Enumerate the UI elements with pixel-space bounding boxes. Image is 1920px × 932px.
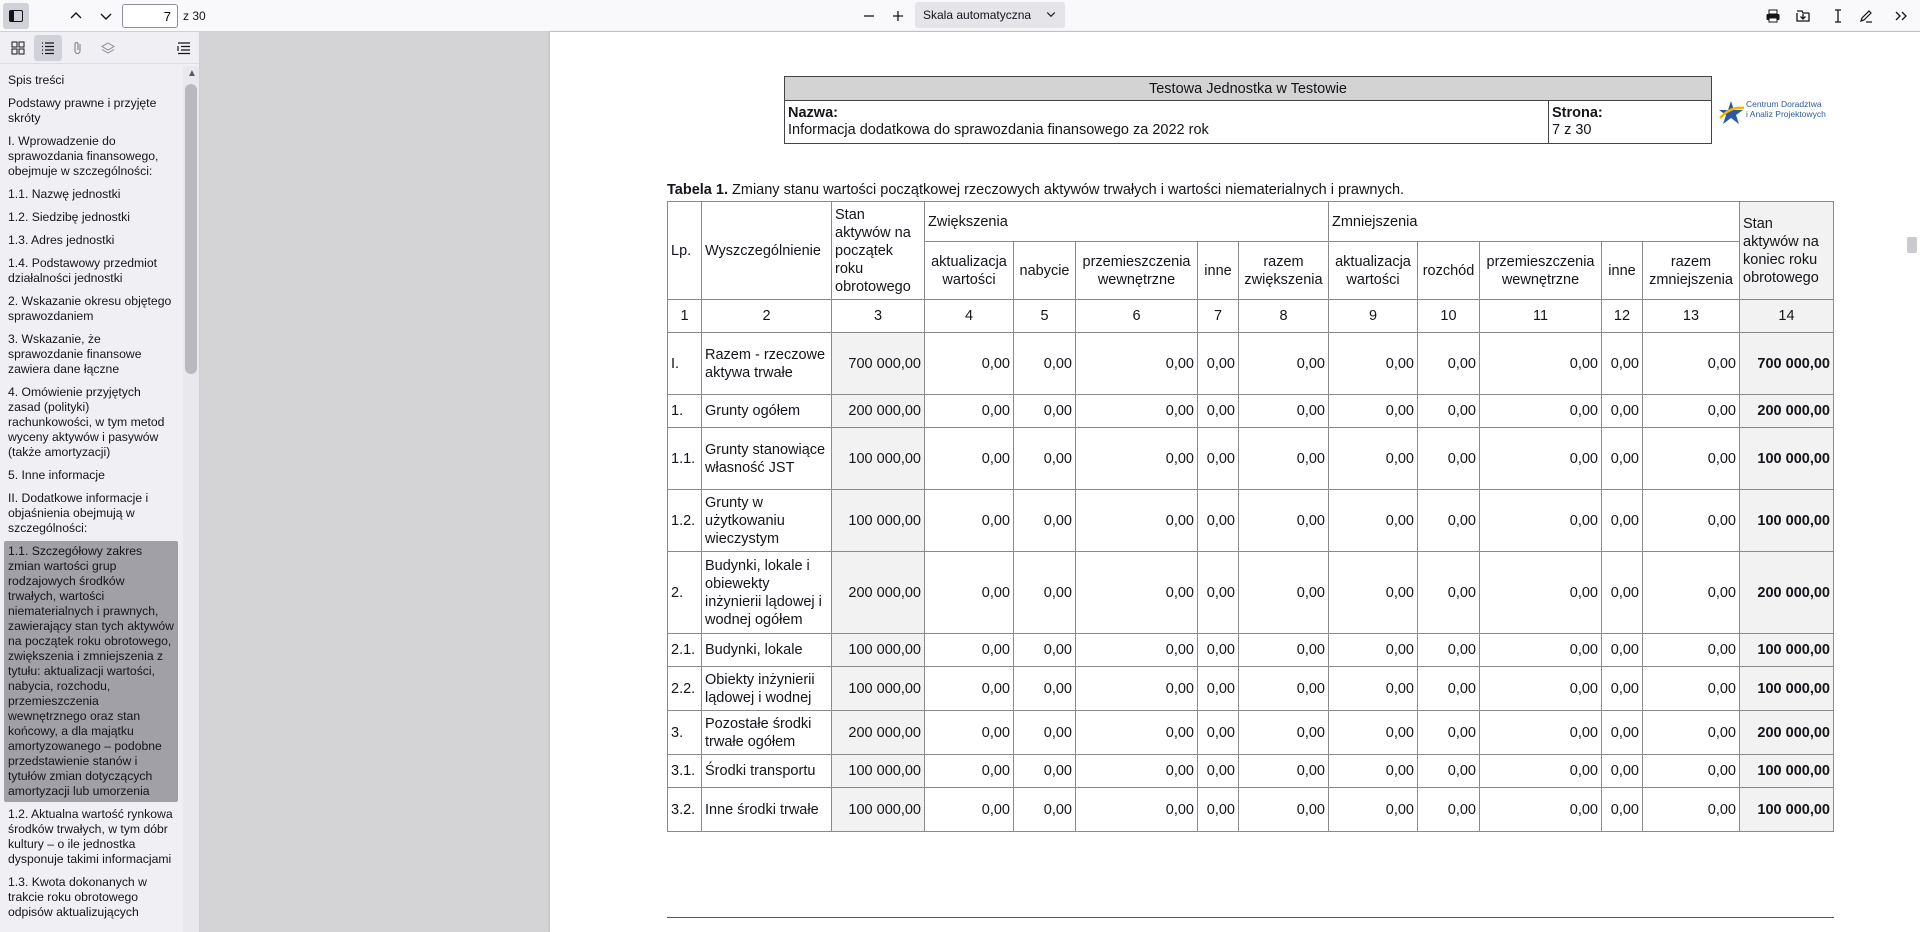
value-cell: 100 000,00 bbox=[832, 428, 925, 490]
value-cell: 0,00 bbox=[1329, 395, 1418, 428]
value-cell: 0,00 bbox=[1418, 428, 1480, 490]
value-cell: 0,00 bbox=[1643, 755, 1740, 788]
row-description-cell: Obiekty inżynierii lądowej i wodnej bbox=[702, 667, 832, 711]
page-count-label: z 30 bbox=[183, 9, 206, 23]
table-row bbox=[668, 788, 1834, 832]
value-cell: 0,00 bbox=[1329, 333, 1418, 395]
column-number: 11 bbox=[1480, 300, 1602, 333]
row-number-cell: 3.1. bbox=[668, 755, 702, 788]
zoom-out-icon[interactable] bbox=[856, 3, 882, 29]
value-cell: 0,00 bbox=[925, 755, 1014, 788]
value-cell: 100 000,00 bbox=[832, 755, 925, 788]
table-row bbox=[668, 395, 1834, 428]
value-cell: 0,00 bbox=[1076, 333, 1198, 395]
value-cell: 0,00 bbox=[1643, 428, 1740, 490]
value-cell: 0,00 bbox=[1480, 428, 1602, 490]
row-number-cell: 1. bbox=[668, 395, 702, 428]
scroll-up-icon[interactable]: ▲ bbox=[187, 68, 197, 79]
column-number: 7 bbox=[1198, 300, 1239, 333]
company-logo bbox=[1716, 94, 1836, 134]
row-number-cell: 1.1. bbox=[668, 428, 702, 490]
value-cell: 0,00 bbox=[1480, 490, 1602, 552]
value-cell: 0,00 bbox=[1602, 490, 1643, 552]
value-cell: 100 000,00 bbox=[1740, 490, 1834, 552]
more-tools-icon[interactable] bbox=[1888, 3, 1914, 29]
chevron-down-icon bbox=[1045, 8, 1057, 23]
page-header-box bbox=[784, 76, 1712, 144]
value-cell: 0,00 bbox=[1418, 667, 1480, 711]
sidebar-scrollbar[interactable] bbox=[183, 66, 199, 932]
value-cell: 0,00 bbox=[1198, 552, 1239, 634]
column-number: 2 bbox=[702, 300, 832, 333]
value-cell: 0,00 bbox=[1239, 552, 1329, 634]
outline-item[interactable]: 2. Wskazanie okresu objętego sprawozdaniem bbox=[8, 294, 172, 323]
value-cell: 0,00 bbox=[1014, 428, 1076, 490]
value-cell: 100 000,00 bbox=[1740, 428, 1834, 490]
value-cell: 0,00 bbox=[1602, 634, 1643, 667]
column-number: 13 bbox=[1643, 300, 1740, 333]
outline-item[interactable]: 1.3. Adres jednostki bbox=[8, 233, 115, 247]
col-header-sub: przemieszczenia wewnętrzne bbox=[1480, 242, 1602, 300]
value-cell: 0,00 bbox=[1014, 333, 1076, 395]
value-cell: 200 000,00 bbox=[832, 711, 925, 755]
value-cell: 0,00 bbox=[1198, 490, 1239, 552]
outline-item[interactable]: 3. Wskazanie, że sprawozdanie finansowe zawiera dane łączne bbox=[8, 332, 142, 376]
row-description-cell: Budynki, lokale i obiewekty inżynierii lądowej i wodnej ogółem bbox=[702, 552, 832, 634]
row-number-cell: 3.2. bbox=[668, 788, 702, 832]
table-row bbox=[668, 711, 1834, 755]
print-icon[interactable] bbox=[1760, 3, 1786, 29]
value-cell: 0,00 bbox=[1329, 788, 1418, 832]
row-description-cell: Inne środki trwałe bbox=[702, 788, 832, 832]
value-cell: 200 000,00 bbox=[1740, 395, 1834, 428]
table-row bbox=[668, 634, 1834, 667]
value-cell: 0,00 bbox=[1014, 395, 1076, 428]
col-header-sub: inne bbox=[1198, 242, 1239, 300]
table-body bbox=[668, 333, 1834, 832]
col-header-decreases: Zmniejszenia bbox=[1329, 202, 1740, 242]
value-cell: 0,00 bbox=[1198, 711, 1239, 755]
value-cell: 0,00 bbox=[1076, 788, 1198, 832]
outline-item[interactable]: 1.4. Podstawowy przedmiot działalności jednostki bbox=[8, 256, 158, 285]
col-header-end: Stan aktywów na koniec roku obrotowego bbox=[1740, 202, 1834, 300]
value-cell: 0,00 bbox=[1198, 395, 1239, 428]
row-description-cell: Grunty ogółem bbox=[702, 395, 832, 428]
logo-line-1: Centrum Doradztwa bbox=[1746, 99, 1822, 109]
value-cell: 100 000,00 bbox=[832, 788, 925, 832]
table-row bbox=[668, 552, 1834, 634]
column-number: 3 bbox=[832, 300, 925, 333]
row-description-cell: Pozostałe środki trwałe ogółem bbox=[702, 711, 832, 755]
value-cell: 200 000,00 bbox=[832, 395, 925, 428]
value-cell: 100 000,00 bbox=[1740, 667, 1834, 711]
previous-page-icon[interactable] bbox=[63, 3, 89, 29]
value-cell: 0,00 bbox=[1602, 755, 1643, 788]
pdf-page bbox=[550, 32, 1920, 932]
col-header-desc: Wyszczególnienie bbox=[702, 202, 832, 300]
value-cell: 0,00 bbox=[1643, 490, 1740, 552]
draw-icon[interactable] bbox=[1853, 3, 1879, 29]
value-cell: 0,00 bbox=[1329, 667, 1418, 711]
table-caption bbox=[667, 182, 1404, 198]
zoom-select-value: Skala automatyczna bbox=[923, 8, 1032, 22]
col-header-sub: aktualizacja wartości bbox=[1329, 242, 1418, 300]
row-description-cell: Środki transportu bbox=[702, 755, 832, 788]
page-value: 7 z 30 bbox=[1552, 122, 1592, 138]
logo-line-2: i Analiz Projektowych bbox=[1746, 109, 1826, 119]
value-cell: 0,00 bbox=[1198, 428, 1239, 490]
row-description-cell: Razem - rzeczowe aktywa trwałe bbox=[702, 333, 832, 395]
layers-icon[interactable] bbox=[94, 35, 122, 61]
value-cell: 0,00 bbox=[1239, 788, 1329, 832]
outline-item[interactable]: Spis treści bbox=[8, 73, 65, 87]
name-label: Nazwa: bbox=[788, 105, 838, 121]
value-cell: 0,00 bbox=[1198, 755, 1239, 788]
page-label: Strona: bbox=[1552, 105, 1603, 121]
column-number: 5 bbox=[1014, 300, 1076, 333]
value-cell: 0,00 bbox=[1602, 552, 1643, 634]
value-cell: 200 000,00 bbox=[1740, 552, 1834, 634]
value-cell: 100 000,00 bbox=[832, 490, 925, 552]
caption-label: Tabela 1. bbox=[667, 182, 728, 198]
col-header-sub: razem zwiększenia bbox=[1239, 242, 1329, 300]
unit-title: Testowa Jednostka w Testowie bbox=[785, 77, 1711, 101]
value-cell: 0,00 bbox=[925, 333, 1014, 395]
value-cell: 0,00 bbox=[1076, 667, 1198, 711]
table-row bbox=[668, 428, 1834, 490]
value-cell: 0,00 bbox=[1239, 667, 1329, 711]
assets-table bbox=[667, 201, 1834, 832]
value-cell: 0,00 bbox=[1418, 552, 1480, 634]
scrollbar-thumb[interactable] bbox=[1907, 237, 1917, 253]
col-header-increases: Zwiększenia bbox=[925, 202, 1329, 242]
value-cell: 0,00 bbox=[1602, 667, 1643, 711]
value-cell: 0,00 bbox=[925, 428, 1014, 490]
col-header-sub: rozchód bbox=[1418, 242, 1480, 300]
row-description-cell: Budynki, lokale bbox=[702, 634, 832, 667]
value-cell: 0,00 bbox=[1329, 755, 1418, 788]
text-cursor-icon[interactable] bbox=[1825, 3, 1851, 29]
value-cell: 0,00 bbox=[1480, 333, 1602, 395]
column-numbers-row bbox=[668, 300, 1834, 333]
col-header-sub: nabycie bbox=[1014, 242, 1076, 300]
value-cell: 100 000,00 bbox=[832, 667, 925, 711]
document-outline bbox=[0, 66, 182, 932]
zoom-in-icon[interactable] bbox=[885, 3, 911, 29]
column-number: 12 bbox=[1602, 300, 1643, 333]
value-cell: 700 000,00 bbox=[1740, 333, 1834, 395]
value-cell: 0,00 bbox=[1418, 490, 1480, 552]
value-cell: 0,00 bbox=[1643, 711, 1740, 755]
value-cell: 0,00 bbox=[1480, 395, 1602, 428]
value-cell: 0,00 bbox=[1602, 711, 1643, 755]
sidebar-toggle-icon[interactable] bbox=[3, 3, 29, 29]
row-description-cell: Grunty stanowiące własność JST bbox=[702, 428, 832, 490]
value-cell: 0,00 bbox=[1329, 490, 1418, 552]
outline-item[interactable]: 4. Omówienie przyjętych zasad (polityki) rachunkowości, w tym metod wyceny aktywów i pasywów (także amortyzacji) bbox=[8, 385, 165, 459]
value-cell: 0,00 bbox=[1076, 634, 1198, 667]
value-cell: 0,00 bbox=[1418, 395, 1480, 428]
value-cell: 0,00 bbox=[1643, 395, 1740, 428]
value-cell: 0,00 bbox=[1643, 634, 1740, 667]
table-row bbox=[668, 333, 1834, 395]
col-header-start: Stan aktywów na początek roku obrotowego bbox=[832, 202, 925, 300]
find-outline-item-icon[interactable] bbox=[170, 35, 198, 61]
outline-item[interactable]: 1.1. Nazwę jednostki bbox=[8, 187, 121, 201]
table-row bbox=[668, 667, 1834, 711]
value-cell: 0,00 bbox=[1014, 755, 1076, 788]
value-cell: 0,00 bbox=[925, 395, 1014, 428]
sidebar bbox=[0, 32, 200, 932]
value-cell: 200 000,00 bbox=[832, 552, 925, 634]
outline-item[interactable]: Podstawy prawne i przyjęte skróty bbox=[8, 96, 157, 125]
column-number: 10 bbox=[1418, 300, 1480, 333]
value-cell: 0,00 bbox=[1014, 667, 1076, 711]
outline-item[interactable]: I. Wprowadzenie do sprawozdania finansowego, obejmuje w szczególności: bbox=[8, 134, 159, 178]
row-number-cell: 2. bbox=[668, 552, 702, 634]
value-cell: 0,00 bbox=[1418, 333, 1480, 395]
col-header-sub: inne bbox=[1602, 242, 1643, 300]
value-cell: 0,00 bbox=[1239, 333, 1329, 395]
page-info-cell bbox=[1549, 101, 1711, 143]
col-header-sub: przemieszczenia wewnętrzne bbox=[1076, 242, 1198, 300]
value-cell: 0,00 bbox=[1480, 755, 1602, 788]
value-cell: 0,00 bbox=[925, 667, 1014, 711]
column-number: 6 bbox=[1076, 300, 1198, 333]
value-cell: 100 000,00 bbox=[1740, 788, 1834, 832]
caption-text: Zmiany stanu wartości początkowej rzeczowych aktywów trwałych i wartości niematerialnych i prawnych. bbox=[727, 182, 1405, 198]
table-row bbox=[668, 490, 1834, 552]
value-cell: 0,00 bbox=[1014, 788, 1076, 832]
value-cell: 0,00 bbox=[1480, 552, 1602, 634]
row-description-cell: Grunty w użytkowaniu wieczystym bbox=[702, 490, 832, 552]
value-cell: 0,00 bbox=[1239, 711, 1329, 755]
name-value: Informacja dodatkowa do sprawozdania finansowego za 2022 rok bbox=[788, 122, 1209, 138]
col-header-lp: Lp. bbox=[668, 202, 702, 300]
value-cell: 0,00 bbox=[1198, 634, 1239, 667]
value-cell: 0,00 bbox=[1602, 428, 1643, 490]
page-number-input[interactable] bbox=[122, 4, 178, 28]
outline-item[interactable]: 1.2. Aktualna wartość rynkowa środków trwałych, w tym dóbr kultury – o ile jednostka dysponuje takimi informacjami bbox=[8, 807, 173, 866]
value-cell: 0,00 bbox=[1076, 711, 1198, 755]
value-cell: 0,00 bbox=[1602, 395, 1643, 428]
value-cell: 0,00 bbox=[1198, 333, 1239, 395]
value-cell: 0,00 bbox=[1329, 634, 1418, 667]
value-cell: 0,00 bbox=[1329, 428, 1418, 490]
thumbnails-icon[interactable] bbox=[4, 35, 32, 61]
value-cell: 0,00 bbox=[1418, 711, 1480, 755]
outline-icon[interactable] bbox=[34, 35, 62, 61]
value-cell: 0,00 bbox=[1643, 552, 1740, 634]
value-cell: 0,00 bbox=[1480, 788, 1602, 832]
scrollbar-thumb[interactable] bbox=[185, 84, 197, 374]
value-cell: 0,00 bbox=[1480, 634, 1602, 667]
value-cell: 0,00 bbox=[1076, 490, 1198, 552]
value-cell: 0,00 bbox=[925, 552, 1014, 634]
outline-item[interactable]: 5. Inne informacje bbox=[8, 468, 105, 482]
column-number: 14 bbox=[1740, 300, 1834, 333]
col-header-sub: aktualizacja wartości bbox=[925, 242, 1014, 300]
row-number-cell: 1.2. bbox=[668, 490, 702, 552]
value-cell: 0,00 bbox=[1239, 755, 1329, 788]
value-cell: 0,00 bbox=[1643, 788, 1740, 832]
value-cell: 0,00 bbox=[1198, 788, 1239, 832]
value-cell: 0,00 bbox=[1480, 711, 1602, 755]
value-cell: 0,00 bbox=[1239, 634, 1329, 667]
value-cell: 0,00 bbox=[1198, 667, 1239, 711]
next-page-icon[interactable] bbox=[93, 3, 119, 29]
column-number: 4 bbox=[925, 300, 1014, 333]
value-cell: 100 000,00 bbox=[832, 634, 925, 667]
value-cell: 100 000,00 bbox=[1740, 634, 1834, 667]
value-cell: 0,00 bbox=[925, 711, 1014, 755]
value-cell: 0,00 bbox=[1418, 634, 1480, 667]
document-name-cell bbox=[785, 101, 1549, 143]
outline-item[interactable]: 1.3. Kwota dokonanych w trakcie roku obrotowego odpisów aktualizujących bbox=[8, 875, 147, 919]
value-cell: 0,00 bbox=[1329, 711, 1418, 755]
outline-item-selected[interactable]: 1.1. Szczegółowy zakres zmian wartości grup rodzajowych środków trwałych, wartości niematerialnych i prawnych, zawierający stan tych aktywów na początek roku obrotowego, zwiększenia i zmniejszenia z tytułu: aktualizacji wartości, nabycia, rozchodu, przemieszczenia wewnętrznego oraz stan końcowy, a dla majątku amortyzowanego – podobne przedstawienie stanów i tytułów zmian dotyczących amortyzacji lub umorzenia bbox=[4, 541, 178, 802]
value-cell: 0,00 bbox=[925, 634, 1014, 667]
column-number: 8 bbox=[1239, 300, 1329, 333]
value-cell: 0,00 bbox=[1239, 490, 1329, 552]
value-cell: 0,00 bbox=[1418, 755, 1480, 788]
table-row bbox=[668, 755, 1834, 788]
sidebar-toolbar bbox=[0, 32, 199, 64]
value-cell: 0,00 bbox=[1480, 667, 1602, 711]
outline-item[interactable]: II. Dodatkowe informacje i objaśnienia obejmują w szczególności: bbox=[8, 491, 149, 535]
value-cell: 0,00 bbox=[1239, 428, 1329, 490]
attachments-icon[interactable] bbox=[64, 35, 92, 61]
row-number-cell: 2.2. bbox=[668, 667, 702, 711]
value-cell: 0,00 bbox=[1076, 755, 1198, 788]
value-cell: 0,00 bbox=[925, 788, 1014, 832]
value-cell: 0,00 bbox=[1239, 395, 1329, 428]
row-number-cell: 2.1. bbox=[668, 634, 702, 667]
value-cell: 0,00 bbox=[1014, 490, 1076, 552]
value-cell: 700 000,00 bbox=[832, 333, 925, 395]
value-cell: 0,00 bbox=[1602, 788, 1643, 832]
viewer-scrollbar[interactable] bbox=[1904, 32, 1920, 932]
value-cell: 0,00 bbox=[1602, 333, 1643, 395]
save-icon[interactable] bbox=[1790, 3, 1816, 29]
row-number-cell: 3. bbox=[668, 711, 702, 755]
col-header-sub: razem zmniejszenia bbox=[1643, 242, 1740, 300]
value-cell: 0,00 bbox=[925, 490, 1014, 552]
pdf-toolbar bbox=[0, 0, 1920, 32]
value-cell: 0,00 bbox=[1643, 667, 1740, 711]
zoom-select[interactable] bbox=[915, 2, 1065, 28]
value-cell: 0,00 bbox=[1014, 634, 1076, 667]
document-viewer bbox=[201, 32, 1920, 932]
value-cell: 0,00 bbox=[1329, 552, 1418, 634]
page-divider-line bbox=[667, 917, 1834, 918]
value-cell: 0,00 bbox=[1014, 552, 1076, 634]
value-cell: 0,00 bbox=[1076, 395, 1198, 428]
value-cell: 0,00 bbox=[1076, 428, 1198, 490]
column-number: 9 bbox=[1329, 300, 1418, 333]
value-cell: 0,00 bbox=[1418, 788, 1480, 832]
value-cell: 100 000,00 bbox=[1740, 755, 1834, 788]
outline-item[interactable]: 1.2. Siedzibę jednostki bbox=[8, 210, 130, 224]
value-cell: 0,00 bbox=[1076, 552, 1198, 634]
row-number-cell: I. bbox=[668, 333, 702, 395]
value-cell: 0,00 bbox=[1643, 333, 1740, 395]
value-cell: 0,00 bbox=[1014, 711, 1076, 755]
value-cell: 200 000,00 bbox=[1740, 711, 1834, 755]
column-number: 1 bbox=[668, 300, 702, 333]
